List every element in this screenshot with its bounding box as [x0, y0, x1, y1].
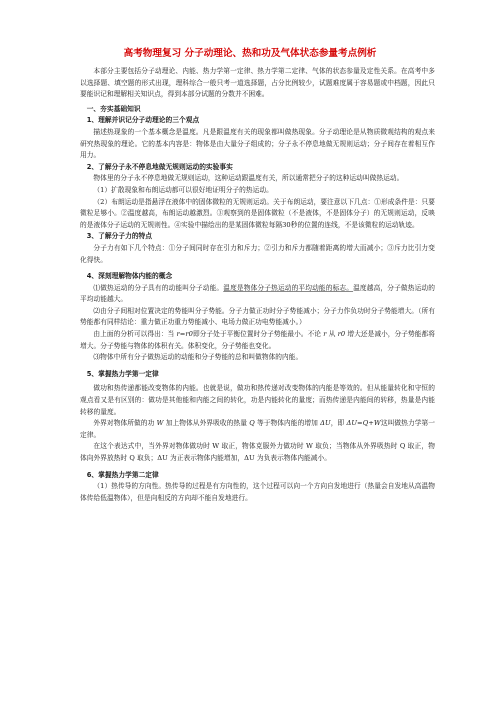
subsection-heading-5: 5、掌握热力学第一定律: [86, 369, 159, 378]
text-span: 这叫做热力学第一定律。: [80, 419, 436, 439]
symbol-W: W: [156, 419, 164, 428]
paragraph-4-item-2: ⑵由分子间相对位置决定的势能叫分子势能。分子力做正功时分子势能减小；分子力作负功时分子势能增大。（所有势能都有同样结论：重力做正功重力势能减小、电场力做正功电势能减小。）: [80, 306, 435, 327]
text-span: 加上物体从外界吸收的热量: [163, 419, 250, 428]
formula-r-eq-r0: r=r0: [176, 330, 193, 339]
section-heading: 一、夯实基础知识: [86, 104, 141, 113]
text-span: 温度越高，分子做热运动的平均动能越大。: [80, 283, 435, 304]
paragraph-5-3: 在这个表达式中，当外界对物体做功时 W 取正，物体克服外力做功时 W 取负；当物体从外界吸热时 Q 取正，物体向外界放热时 Q 取负；ΔU 为正表示物体内能增加，ΔU 为负表示物体内能减小。: [80, 442, 435, 462]
paragraph-4-item-1: [80, 283, 435, 306]
underlined-text: 温度是物体分子热运动的平均动能的标志。: [223, 283, 354, 292]
paragraph-4-item-4: ⑶物体中所有分子做热运动的动能和分子势能的总和叫做物体的内能。: [93, 353, 303, 362]
first-law-formula: ΔU=Q+W: [346, 419, 381, 428]
text-span: ，即: [330, 419, 347, 428]
paragraph-2-item-1: （1）扩散现象和布朗运动都可以很好地证明分子的热运动。: [93, 185, 273, 194]
text-span: 等于物体内能的增加: [254, 419, 321, 428]
paragraph-2-item-2: （2）布朗运动是指悬浮在液体中的固体微粒的无规则运动。关于布朗运动，要注意以下几点：①形成条件是：只要微粒足够小。②温度越高，布朗运动越激烈。③观察到的是固体微粒（不是液体，不是固体分子）的无规则运动，反映的是液体分子运动的无规则性。④实验中描绘出的是某固体微粒每隔30秒的位置的连线，不是该微粒的运动轨迹。: [80, 197, 435, 229]
text-span: 从: [326, 330, 338, 339]
subsection-heading-6: 6、掌握热力学第二定律: [86, 470, 159, 479]
paragraph-5-2: [80, 418, 435, 441]
document-title: 高考物理复习 分子动理论、热和功及气体状态参量考点例析: [123, 48, 377, 59]
subsection-heading-4: 4、深刻理解物体内能的概念: [86, 272, 173, 281]
symbol-delta-U: ΔU: [320, 419, 331, 428]
symbol-Q: Q: [249, 419, 255, 428]
symbol-r: r: [323, 330, 327, 339]
subsection-heading-1: 1、理解并识记分子动理论的三个观点: [86, 116, 200, 125]
text-span: 由上面的分析可以得出：当: [93, 330, 177, 339]
symbol-r0: r0: [337, 330, 346, 339]
paragraph-6-1: （1）热传导的方向性。热传导的过程是有方向性的，这个过程可以向一个方向自发地进行（热量会自发地从高温物体传给低温物体），但是向相反的方向却不能自发地进行。: [80, 482, 435, 502]
document-body: [80, 66, 435, 504]
text-span: 增大还是减小，分子势能都将增大。分子势能与物体的体积有关。体积变化，分子势能也变化。: [80, 330, 436, 350]
paragraph-5-1: 做功和热传递都能改变物体的内能。也就是说，做功和热传递对改变物体的内能是等效的。但从能量转化和守恒的观点看又是有区别的：做功是其他能和内能之间的转化，功是内能转化的量度；而热传递是内能间的转移，热量是内能转移的量度。: [80, 384, 435, 416]
paragraph-3: 分子力有如下几个特点：①分子间同时存在引力和斥力；②引力和斥力都随着距离的增大而减小；③斥力比引力变化得快。: [80, 243, 435, 264]
subsection-heading-3: 3、了解分子力的特点: [86, 232, 153, 241]
paragraph-4-item-3: [80, 329, 435, 352]
paragraph-1: 描述热现象的一个基本概念是温度。凡是跟温度有关的现象都叫做热现象。分子动理论是从物质微观结构的观点来研究热现象的理论。它的基本内容是：物体是由大量分子组成的；分子永不停息地做无规则运动；分子间存在着相互作用力。: [80, 127, 435, 160]
text-span: 即分子处于平衡位置时分子势能最小。不论: [192, 330, 324, 339]
paragraph-2: 物体里的分子永不停息地做无规则运动，这种运动跟温度有关，所以通常把分子的这种运动叫做热运动。: [93, 174, 404, 183]
text-span: 外界对物体所做的功: [93, 419, 157, 428]
intro-paragraph: 本部分主要包括分子动理论、内能、热力学第一定律、热力学第二定律、气体的状态参量及定性关系。在高考中多以选择题、填空题的形式出现，理科综合一般只考一道选择题，占分比例较少，试题难度属于容易题或中档题，因此只要能识记和理解相关知识点，得到本部分试题的分数并不困难。: [80, 67, 435, 99]
text-span: ⑴做热运动的分子具有的动能叫分子动能。: [93, 283, 224, 292]
subsection-heading-2: 2、了解分子永不停息地做无规则运动的实验事实: [86, 162, 233, 171]
